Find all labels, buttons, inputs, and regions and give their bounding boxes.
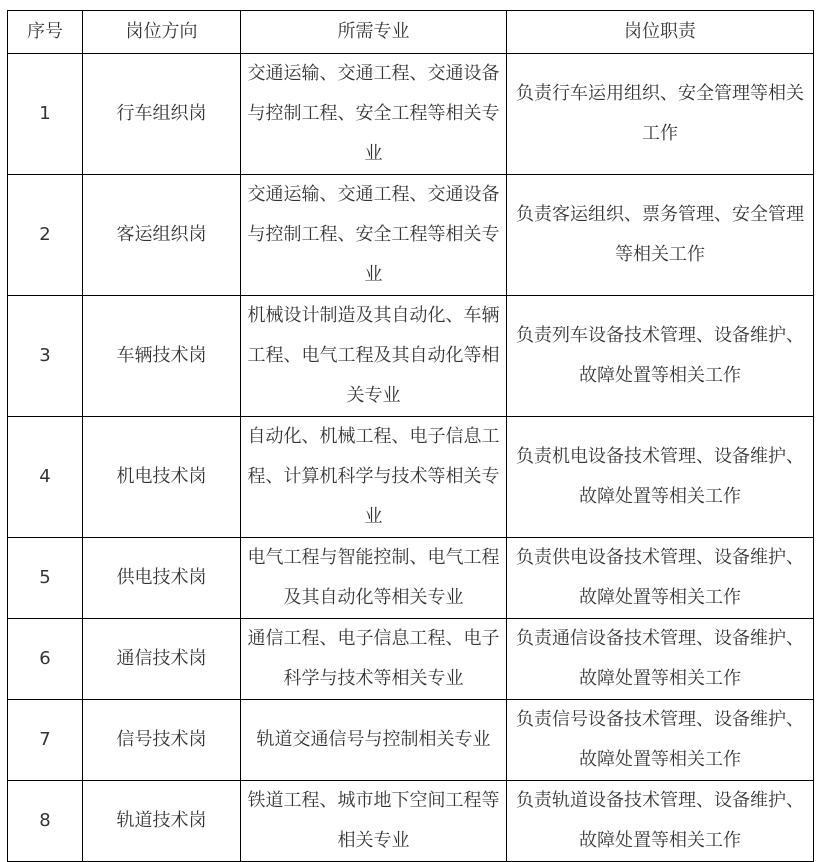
header-number: 序号 (8, 11, 83, 54)
cell-duties: 负责供电设备技术管理、设备维护、故障处置等相关工作 (507, 538, 814, 619)
cell-number: 8 (8, 781, 83, 862)
table-row (8, 175, 814, 296)
cell-majors: 通信工程、电子信息工程、电子科学与技术等相关专业 (241, 619, 507, 700)
cell-number: 1 (8, 54, 83, 175)
cell-duties: 负责客运组织、票务管理、安全管理等相关工作 (507, 175, 814, 296)
cell-position: 信号技术岗 (83, 700, 241, 781)
cell-duties: 负责机电设备技术管理、设备维护、故障处置等相关工作 (507, 417, 814, 538)
table-row (8, 619, 814, 700)
table-row (8, 700, 814, 781)
cell-duties: 负责轨道设备技术管理、设备维护、故障处置等相关工作 (507, 781, 814, 862)
cell-position: 供电技术岗 (83, 538, 241, 619)
header-position: 岗位方向 (83, 11, 241, 54)
cell-majors: 自动化、机械工程、电子信息工程、计算机科学与技术等相关专业 (241, 417, 507, 538)
header-row (8, 11, 814, 54)
cell-position: 车辆技术岗 (83, 296, 241, 417)
header-majors: 所需专业 (241, 11, 507, 54)
positions-table (7, 10, 814, 862)
cell-majors: 交通运输、交通工程、交通设备与控制工程、安全工程等相关专业 (241, 175, 507, 296)
table-row (8, 54, 814, 175)
cell-position: 机电技术岗 (83, 417, 241, 538)
cell-duties: 负责信号设备技术管理、设备维护、故障处置等相关工作 (507, 700, 814, 781)
table-row (8, 417, 814, 538)
cell-position: 行车组织岗 (83, 54, 241, 175)
header-duties: 岗位职责 (507, 11, 814, 54)
cell-number: 6 (8, 619, 83, 700)
cell-number: 3 (8, 296, 83, 417)
cell-number: 5 (8, 538, 83, 619)
cell-position: 客运组织岗 (83, 175, 241, 296)
cell-duties: 负责行车运用组织、安全管理等相关工作 (507, 54, 814, 175)
cell-number: 7 (8, 700, 83, 781)
cell-position: 轨道技术岗 (83, 781, 241, 862)
table-row (8, 296, 814, 417)
table-row (8, 781, 814, 862)
cell-majors: 电气工程与智能控制、电气工程及其自动化等相关专业 (241, 538, 507, 619)
cell-majors: 交通运输、交通工程、交通设备与控制工程、安全工程等相关专业 (241, 54, 507, 175)
table-row (8, 538, 814, 619)
cell-number: 4 (8, 417, 83, 538)
cell-majors: 机械设计制造及其自动化、车辆工程、电气工程及其自动化等相关专业 (241, 296, 507, 417)
cell-duties: 负责列车设备技术管理、设备维护、故障处置等相关工作 (507, 296, 814, 417)
cell-number: 2 (8, 175, 83, 296)
cell-majors: 轨道交通信号与控制相关专业 (241, 700, 507, 781)
cell-position: 通信技术岗 (83, 619, 241, 700)
cell-majors: 铁道工程、城市地下空间工程等相关专业 (241, 781, 507, 862)
cell-duties: 负责通信设备技术管理、设备维护、故障处置等相关工作 (507, 619, 814, 700)
